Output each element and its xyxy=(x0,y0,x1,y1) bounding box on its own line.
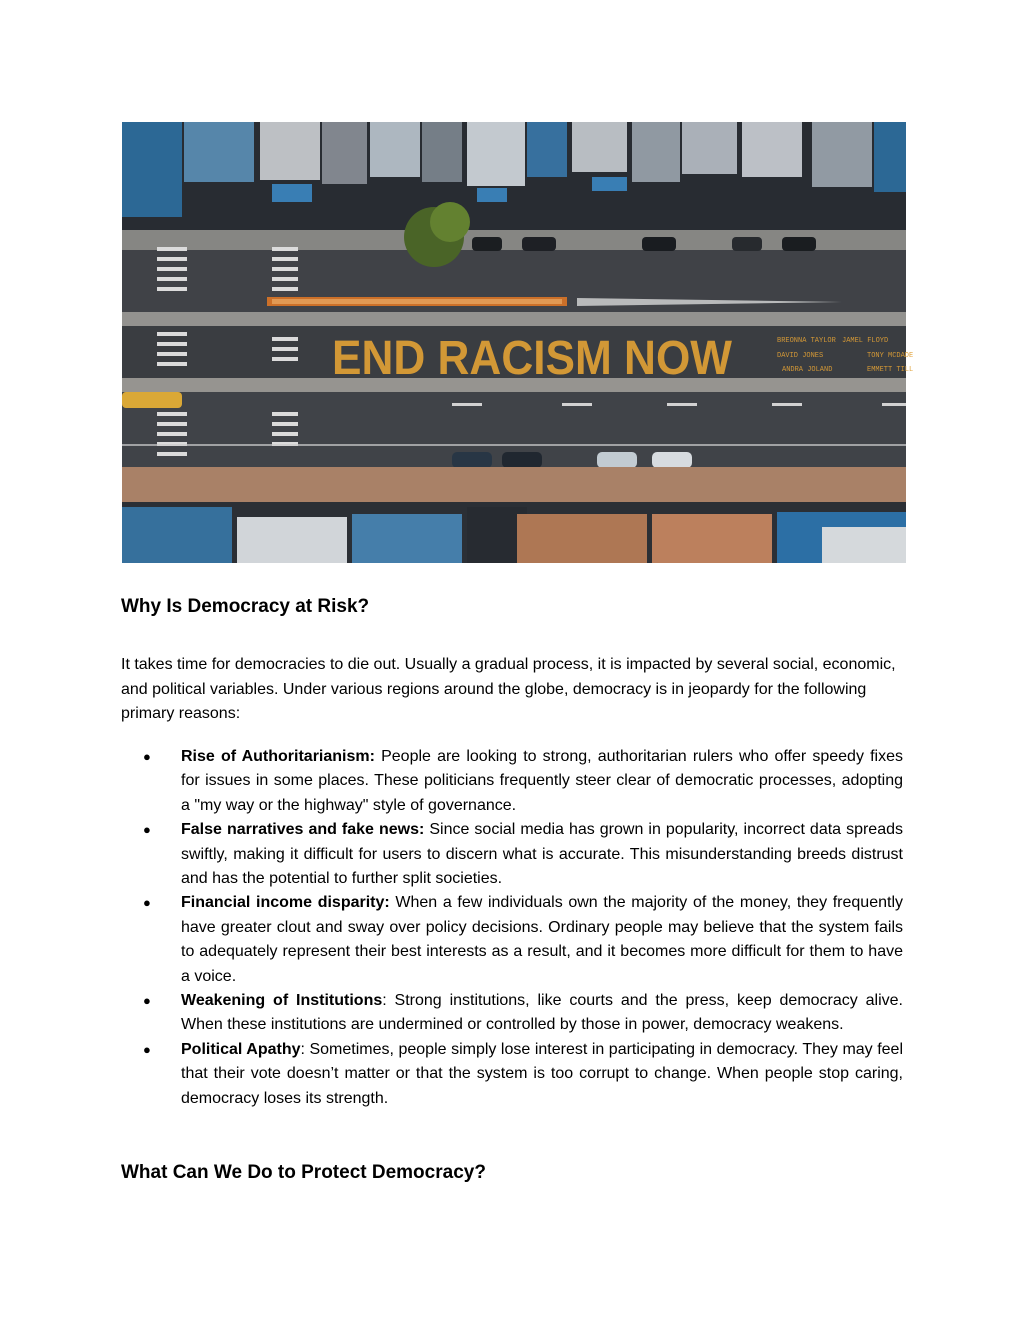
section-heading: What Can We Do to Protect Democracy? xyxy=(121,1162,486,1183)
aerial-street-photo xyxy=(122,122,914,563)
mural-name: TONY MCDADE xyxy=(867,352,914,360)
bullet-icon: ● xyxy=(143,749,151,764)
mural-name: ANDRA JOLAND xyxy=(782,366,833,374)
list-item xyxy=(143,989,903,1038)
item-text: People are looking to strong, authoritarian rulers who offer speedy fixes for issues in some places. These politicians frequently steer clear of democratic processes, adopting a "my way or the highway" style of governance. xyxy=(181,748,904,814)
item-title: Weakening of Institutions xyxy=(181,992,383,1010)
bullet-icon: ● xyxy=(143,1041,151,1057)
list-item xyxy=(143,818,904,891)
item-title: False narratives and fake news: xyxy=(181,821,425,839)
mural-name: EMMETT TILL xyxy=(867,366,914,374)
item-text: : Sometimes, people simply lose interest in participating in democracy. They may feel that their vote doesn’t matter or that the system is too corrupt to change. When people stop caring, democracy loses its strength. xyxy=(181,1040,903,1107)
intro-paragraph: It takes time for democracies to die out. Usually a gradual process, it is impacted by several social, economic, and political variables. Under various regions around the globe, democracy is in jeopardy for the following primary reasons: xyxy=(121,656,896,722)
item-text: : Strong institutions, like courts and the press, keep democracy alive. When these institutions are undermined or controlled by those in power, democracy weakens. xyxy=(181,992,903,1034)
item-text: Since social media has grown in popularity, incorrect data spreads swiftly, making it difficult for users to discern what is accurate. This misunderstanding breeds distrust and has the potential to further split societies. xyxy=(181,821,904,888)
reasons-list xyxy=(143,745,904,1111)
item-title: Political Apathy xyxy=(181,1040,301,1058)
bullet-icon: ● xyxy=(143,895,151,911)
bullet-icon: ● xyxy=(143,822,151,838)
street-mural-text: END RACISM NOW xyxy=(332,332,733,385)
item-title: Financial income disparity: xyxy=(181,894,390,912)
item-text: When a few individuals own the majority of the money, they frequently have greater clout and sway over policy decisions. Ordinary people may believe that the system fails to adequately represent their best interests as a result, and it becomes more difficult for them to have a voice. xyxy=(181,894,903,985)
section-heading: Why Is Democracy at Risk? xyxy=(121,596,370,617)
list-item xyxy=(143,745,904,818)
bullet-icon: ● xyxy=(143,993,151,1009)
mural-name: JAMEL FLOYD xyxy=(842,337,889,345)
item-title: Rise of Authoritarianism: xyxy=(181,748,375,765)
list-item xyxy=(143,1038,903,1111)
mural-name: BREONNA TAYLOR xyxy=(777,337,836,345)
list-item xyxy=(143,891,903,989)
mural-name: DAVID JONES xyxy=(777,352,824,360)
